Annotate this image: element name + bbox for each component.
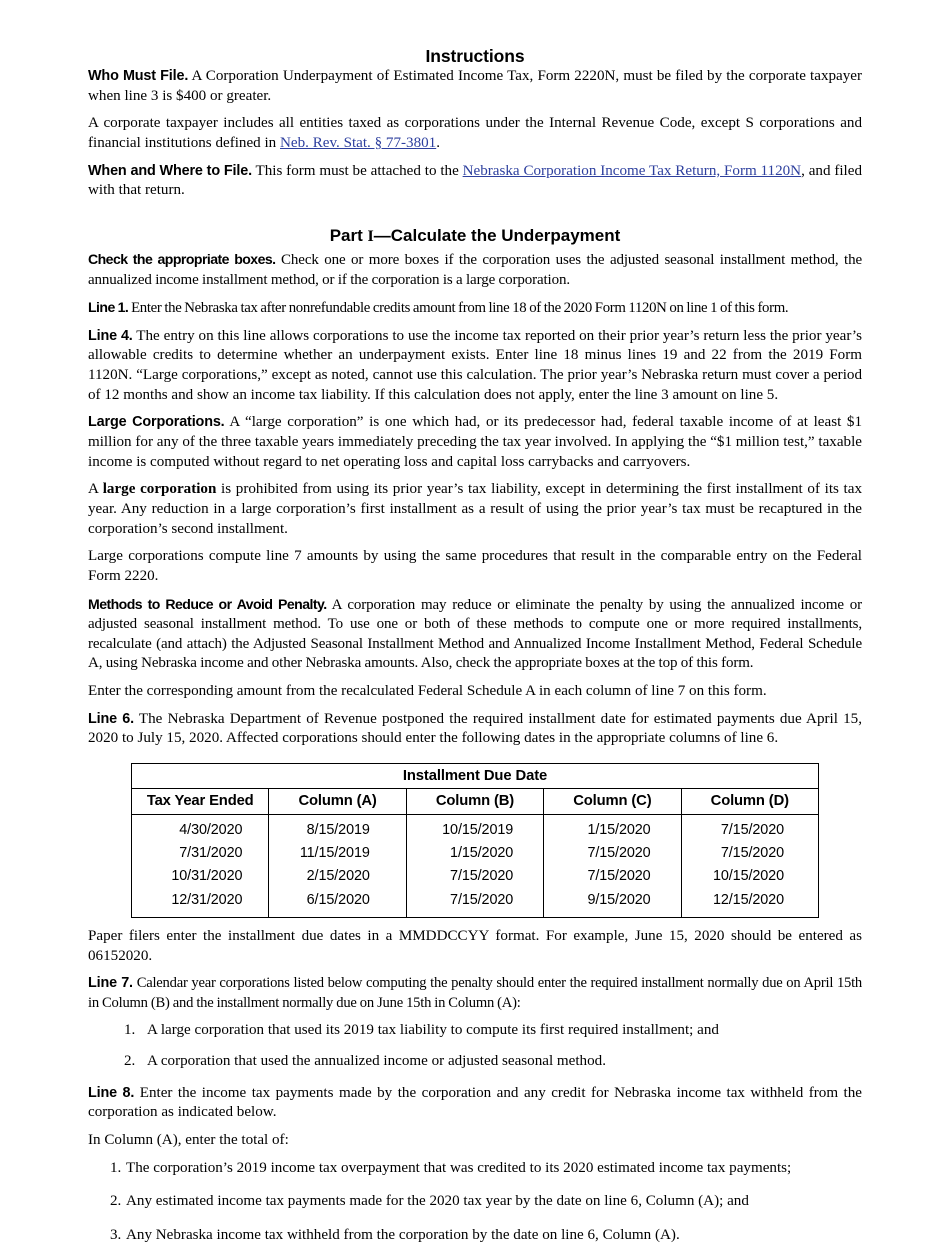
cell-tax-year-ended: 12/31/2020	[132, 888, 269, 918]
text-after-link-1120n: , and filed with that return.	[88, 162, 862, 199]
cell-column-c: 7/15/2020	[544, 842, 681, 865]
table-row	[132, 888, 819, 918]
body-line-4: The entry on this line allows corporations to use the income tax reported on their prior year’s return less the prior year’s allowable credits to determine whether an underpayment exists. Enter line 18 minus lines 19 and 22 from the 2019 Form 1120N. “Large corporations,” except as noted, cannot use this calculation. The prior year’s Nebraska return must cover a period of 12 months and show an income tax liability. If this calculation does not apply, enter the line 3 amount on line 5.	[88, 327, 862, 403]
list-item-number: 2.	[110, 1193, 122, 1210]
list-item-text: A corporation that used the annualized income or adjusted seasonal method.	[147, 1053, 606, 1070]
column-header-tax-year-ended: Tax Year Ended	[132, 789, 269, 815]
paragraph-enter-corresponding: Enter the corresponding amount from the recalculated Federal Schedule A in each column of line 7 on this form.	[88, 683, 767, 700]
page-title: Instructions	[425, 46, 525, 66]
cell-column-b: 1/15/2020	[406, 842, 543, 865]
text-before-link-1120n: This form must be attached to the	[251, 162, 463, 179]
line-8-list	[88, 1159, 862, 1260]
lead-in-line-1: Line 1.	[88, 299, 129, 316]
cell-column-c: 1/15/2020	[544, 815, 681, 843]
cell-tax-year-ended: 4/30/2020	[132, 815, 269, 843]
cell-tax-year-ended: 10/31/2020	[132, 865, 269, 888]
cell-column-a: 6/15/2020	[269, 888, 406, 918]
lead-in-large-corporations: Large Corporations.	[88, 414, 225, 431]
cell-tax-year-ended: 7/31/2020	[132, 842, 269, 865]
list-item	[88, 1226, 862, 1260]
link-neb-rev-stat[interactable]: Neb. Rev. Stat. § 77-3801	[280, 135, 437, 152]
paragraph-line-4	[88, 327, 862, 414]
cell-column-c: 9/15/2020	[544, 888, 681, 918]
list-item	[88, 1159, 862, 1193]
column-header-d: Column (D)	[681, 789, 818, 815]
part-roman-numeral: I	[367, 228, 374, 246]
list-item-text: Any estimated income tax payments made for the 2020 tax year by the date on line 6, Column (A); and	[126, 1193, 749, 1210]
list-item-number: 2.	[124, 1053, 136, 1070]
paragraph-in-column-a: In Column (A), enter the total of:	[88, 1132, 289, 1149]
paragraph-line-6	[88, 710, 862, 757]
table-head	[132, 764, 819, 815]
text-before-bold: A	[88, 481, 103, 498]
list-item-text: Any Nebraska income tax withheld from the corporation by the date on line 6, Column (A).	[126, 1227, 680, 1244]
lead-in-check-boxes: Check the appropriate boxes.	[88, 251, 276, 268]
paragraph-who-must-file	[88, 67, 862, 114]
list-item	[88, 1021, 862, 1053]
cell-column-a: 2/15/2020	[269, 865, 406, 888]
part-rest: —Calculate the Underpayment	[373, 226, 621, 246]
list-item-number: 1.	[110, 1159, 122, 1176]
paragraph-check-appropriate-boxes	[88, 250, 862, 298]
body-methods: A corporation may reduce or eliminate the penalty by using the annualized income or adjusted seasonal installment method. To use one or both of these methods to compute one or more required installments, recalculate (and attach) the Adjusted Seasonal Installment Method and Annualized Income Installment Method, Federal Schedule A, using Nebraska income and other Nebraska amounts. Also, check the appropriate boxes at the top of this form.	[88, 596, 862, 672]
cell-column-d: 7/15/2020	[681, 815, 818, 843]
list-item-text: A large corporation that used its 2019 tax liability to compute its first required installment; and	[147, 1021, 719, 1038]
paragraph-when-and-where-to-file	[88, 162, 862, 209]
paragraph-line-1	[88, 298, 862, 326]
text-after-link: .	[436, 135, 441, 152]
table-title: Installment Due Date	[132, 764, 819, 789]
body-large-corporations: A “large corporation” is one which had, or its predecessor had, federal taxable income of at least $1 million for any of the three taxable years immediately preceding the tax year involved. In applying the “$1 million test,” taxable income is computed without regard to net operating loss and capital loss carrybacks and carryovers.	[88, 414, 862, 470]
body-line-6: The Nebraska Department of Revenue postponed the required installment date for estimated payments due April 15, 2020 to July 15, 2020. Affected corporations should enter the following dates in the appropriate columns of line 6.	[88, 710, 862, 747]
paragraph-large-corp-compute: Large corporations compute line 7 amounts by using the same procedures that result in the comparable entry on the Federal Form 2220.	[88, 548, 862, 585]
document-page	[88, 0, 862, 1260]
cell-column-d: 10/15/2020	[681, 865, 818, 888]
lead-in-line-8: Line 8.	[88, 1084, 135, 1101]
table-body	[132, 815, 819, 918]
text-before-link: A corporate taxpayer includes all entities taxed as corporations under the Internal Revenue Code, except S corporations and financial institutions defined in	[88, 115, 862, 152]
lead-in-line-7: Line 7.	[88, 975, 133, 992]
list-item-number: 1.	[124, 1021, 136, 1038]
paragraph-paper-filers: Paper filers enter the installment due dates in a MMDDCCYY format. For example, June 15, 2020 should be entered as 06152020.	[88, 928, 862, 964]
part-prefix: Part	[329, 226, 368, 246]
body-line-8: Enter the income tax payments made by the corporation and any credit for Nebraska income tax withheld from the corporation as indicated below.	[88, 1084, 862, 1121]
paragraph-methods-to-reduce	[88, 595, 862, 682]
link-form-1120n[interactable]: Nebraska Corporation Income Tax Return, Form 1120N	[462, 162, 802, 179]
list-item	[88, 1192, 862, 1226]
paragraph-line-8	[88, 1084, 862, 1131]
table-title-row	[132, 764, 819, 789]
column-header-b: Column (B)	[406, 789, 543, 815]
paragraph-large-corporations	[88, 413, 862, 480]
table-row	[132, 815, 819, 843]
lead-in-line-6: Line 6.	[88, 710, 134, 727]
table-row	[132, 865, 819, 888]
lead-in-when-and-where: When and Where to File.	[88, 162, 252, 179]
lead-in-who-must-file: Who Must File.	[88, 68, 189, 84]
lead-in-methods: Methods to Reduce or Avoid Penalty.	[88, 595, 327, 612]
part-one-heading	[88, 209, 862, 250]
body-who-must-file: A Corporation Underpayment of Estimated Income Tax, Form 2220N, must be filed by the corporate taxpayer when line 3 is $400 or greater.	[88, 68, 863, 104]
paragraph-corporate-taxpayer	[88, 114, 862, 161]
paragraph-large-corp-prohibited	[88, 480, 862, 547]
table-row	[132, 842, 819, 865]
list-item-number: 3.	[110, 1227, 122, 1244]
text-after-bold: is prohibited from using its prior year’s tax liability, except in determining the first installment of its tax year. Any reduction in a large corporation’s first installment as a result of using the prior year’s tax must be recaptured in the corporation’s second installment.	[88, 481, 862, 537]
emphasis-large-corporation: large corporation	[102, 481, 217, 498]
cell-column-b: 7/15/2020	[406, 888, 543, 918]
cell-column-a: 11/15/2019	[269, 842, 406, 865]
cell-column-c: 7/15/2020	[544, 865, 681, 888]
cell-column-a: 8/15/2019	[269, 815, 406, 843]
cell-column-b: 7/15/2020	[406, 865, 543, 888]
table-header-row	[132, 789, 819, 815]
column-header-a: Column (A)	[269, 789, 406, 815]
cell-column-d: 12/15/2020	[681, 888, 818, 918]
cell-column-b: 10/15/2019	[406, 815, 543, 843]
cell-column-d: 7/15/2020	[681, 842, 818, 865]
list-item-text: The corporation’s 2019 income tax overpayment that was credited to its 2020 estimated income tax payments;	[126, 1159, 792, 1176]
lead-in-line-4: Line 4.	[88, 327, 133, 344]
body-line-7: Calendar year corporations listed below computing the penalty should enter the required installment normally due on April 15th in Column (B) and the installment normally due on June 15th in Column (A):	[88, 975, 863, 1011]
list-item	[88, 1052, 862, 1084]
body-line-1: Enter the Nebraska tax after nonrefundable credits amount from line 18 of the 2020 Form 1120N on line 1 of this form.	[128, 300, 789, 317]
column-header-c: Column (C)	[544, 789, 681, 815]
body-check-boxes: Check one or more boxes if the corporation uses the adjusted seasonal installment method, the annualized income installment method, or if the corporation is a large corporation.	[88, 252, 862, 288]
paragraph-line-7	[88, 974, 862, 1020]
installment-due-date-table	[131, 763, 819, 918]
line-7-list	[88, 1021, 862, 1084]
installment-due-date-table-wrapper	[88, 757, 862, 927]
